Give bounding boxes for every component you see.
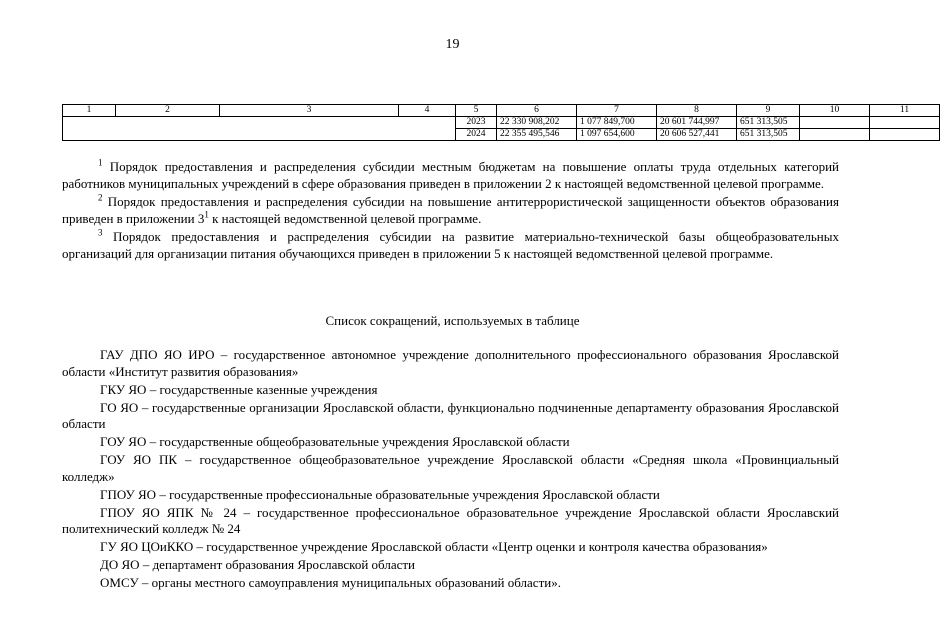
table-header-cell: 11 [870, 105, 940, 117]
table-header-cell: 4 [399, 105, 456, 117]
footnote-mark: 2 [98, 192, 103, 203]
abbreviations-title: Список сокращений, используемых в таблице [325, 313, 580, 328]
footnote [62, 228, 839, 262]
footnote-text: Порядок предоставления и распределения субсидии на повышение антитеррористической защищенности объектов образования приведен в приложении 3 [62, 194, 839, 226]
table-header-cell: 5 [456, 105, 497, 117]
table-cell: 651 313,505 [737, 117, 800, 129]
table-header-cell: 1 [63, 105, 116, 117]
table-cell: 22 355 495,546 [497, 129, 577, 141]
table-cell: 1 077 849,700 [577, 117, 657, 129]
abbreviation-item: ГУ ЯО ЦОиККО – государственное учреждение Ярославской области «Центр оценки и контроля качества образования» [100, 539, 768, 554]
table-cell: 651 313,505 [737, 129, 800, 141]
table-cell: 20 601 744,997 [657, 117, 737, 129]
table-header-cell: 3 [220, 105, 399, 117]
table-header-row [63, 105, 940, 117]
table-header-cell: 9 [737, 105, 800, 117]
table-cell: 22 330 908,202 [497, 117, 577, 129]
table-cell [800, 129, 870, 141]
page-number: 19 [445, 37, 460, 52]
footnote-text: Порядок предоставления и распределения субсидии на развитие материально-технической базы общеобразовательных организаций для организации питания обучающихся приведен в приложении 5 к настоящей ведомственной целевой программе. [62, 229, 839, 261]
footnote [62, 193, 839, 227]
table-cell-year: 2024 [456, 129, 497, 141]
footnote-inner-mark: 1 [204, 209, 209, 220]
table-header-cell: 10 [800, 105, 870, 117]
abbreviation-item: ГПОУ ЯО – государственные профессиональные образовательные учреждения Ярославской области [100, 486, 660, 502]
footnote-text: Порядок предоставления и распределения субсидии местным бюджетам на повышение оплаты труда отдельных категорий работников муниципальных учреждений в сфере образования приведен в приложении 2 к настоящей ведомственной целевой программе. [62, 159, 839, 191]
abbreviation-item: ГПОУ ЯО ЯПК № 24 – государственное профессиональное образовательное учреждение Ярославской области Ярославский политехнический колледж № 24 [62, 504, 839, 536]
table-cell-year: 2023 [456, 117, 497, 129]
footnote-text-after: к настоящей ведомственной целевой программе. [208, 211, 482, 226]
table-cell: 20 606 527,441 [657, 129, 737, 141]
data-table [62, 104, 940, 141]
abbreviation-item: ГОУ ЯО – государственные общеобразовательные учреждения Ярославской области [100, 434, 570, 449]
table-header-cell: 7 [577, 105, 657, 117]
table-header-cell: 6 [497, 105, 577, 117]
abbreviation-item: ДО ЯО – департамент образования Ярославской области [100, 557, 415, 572]
table-cell [870, 117, 940, 129]
abbreviation-item: ГКУ ЯО – государственные казенные учреждения [100, 381, 378, 397]
table-header-cell: 8 [657, 105, 737, 117]
table-cell: 1 097 654,600 [577, 129, 657, 141]
footnote-mark: 3 [98, 227, 103, 238]
table-empty-cell [63, 117, 456, 141]
footnote [62, 158, 839, 192]
abbreviation-item: ГАУ ДПО ЯО ИРО – государственное автономное учреждение дополнительного профессионального образования Ярославской области «Институт развития образования» [62, 347, 839, 379]
footnote-mark: 1 [98, 157, 103, 168]
abbreviations-list [62, 347, 839, 593]
footnotes [62, 158, 839, 263]
table-row [63, 117, 940, 129]
abbreviation-item: ГОУ ЯО ПК – государственное общеобразовательное учреждение Ярославской области «Средняя школа «Провинциальный колледж» [62, 452, 839, 484]
table-cell [800, 117, 870, 129]
table-cell [870, 129, 940, 141]
abbreviation-item: ОМСУ – органы местного самоуправления муниципальных образований области». [100, 575, 561, 590]
abbreviation-item: ГО ЯО – государственные организации Ярославской области, функционально подчиненные департаменту образования Ярославской области [62, 399, 839, 431]
table-header-cell: 2 [116, 105, 220, 117]
